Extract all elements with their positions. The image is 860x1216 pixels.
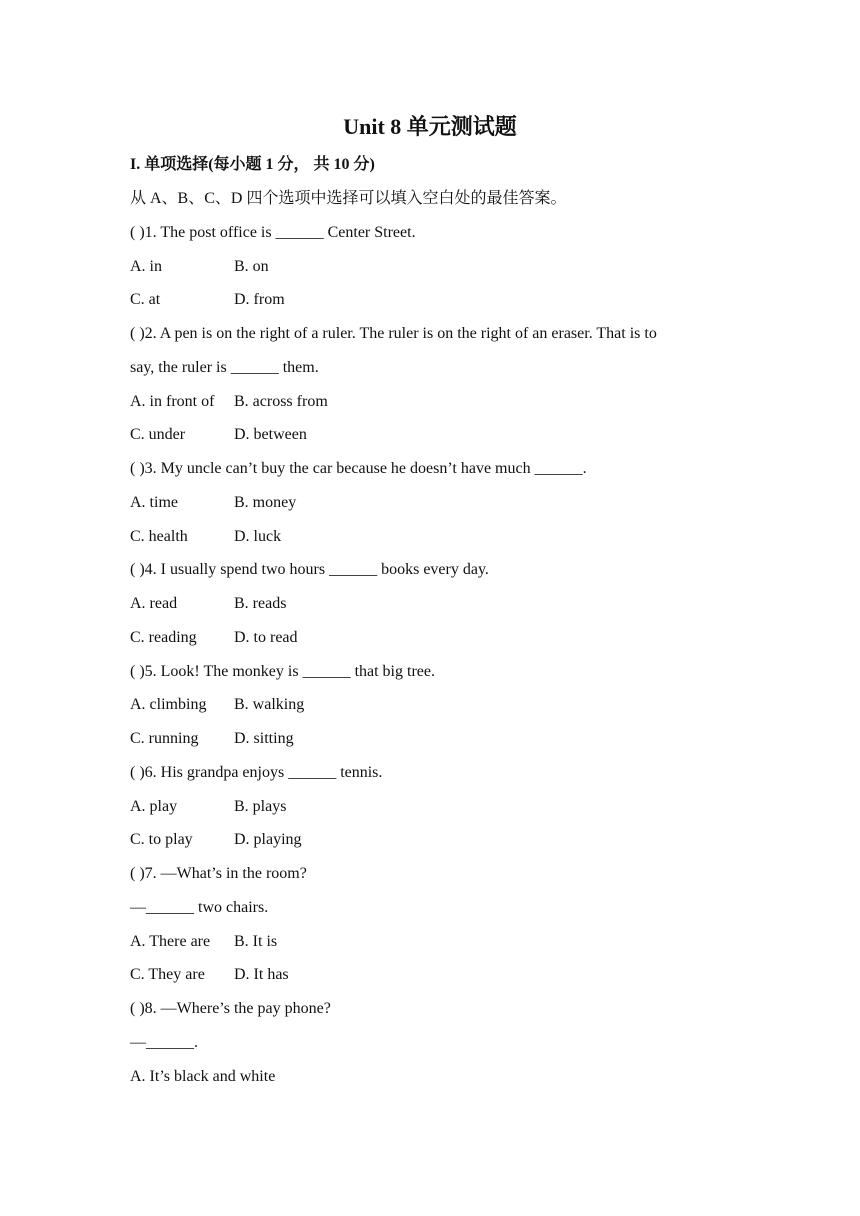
option-d: D. luck [234, 527, 282, 545]
question-stem: ( )5. Look! The monkey is ______ that big tree. [130, 662, 435, 680]
option-row [130, 727, 730, 761]
option-row [130, 525, 730, 559]
option-b: B. plays [234, 797, 287, 815]
question-stem: ( )3. My uncle can’t buy the car because he doesn’t have much ______. [130, 460, 587, 477]
option-row [130, 930, 730, 964]
option-row [130, 491, 730, 525]
option-b: B. It is [234, 932, 278, 950]
option-b: B. walking [234, 696, 305, 714]
section-heading: I. 单项选择(每小题 1 分， 共 10 分) [130, 156, 375, 173]
option-c: C. to play [130, 831, 193, 849]
option-row [130, 288, 730, 322]
option-row [130, 795, 730, 829]
option-c: C. reading [130, 628, 197, 646]
option-c: C. They are [130, 966, 205, 984]
question-stem: ( )1. The post office is ______ Center Street. [130, 223, 416, 241]
dialogue-reply: —______ two chairs. [130, 898, 269, 916]
question-stem-continued: say, the ruler is ______ them. [130, 358, 319, 376]
option-a: A. in [130, 257, 162, 275]
question-stem: ( )8. —Where’s the pay phone? [130, 1000, 331, 1017]
option-b: B. money [234, 493, 297, 511]
option-c: C. running [130, 730, 199, 747]
option-c: C. health [130, 527, 188, 545]
option-b: B. reads [234, 595, 287, 612]
option-row [130, 255, 730, 289]
option-d: D. sitting [234, 730, 294, 747]
option-c: C. under [130, 426, 186, 444]
question-stem: ( )4. I usually spend two hours ______ books every day. [130, 561, 489, 579]
option-row [130, 423, 730, 457]
option-a: A. in front of [130, 392, 215, 410]
option-a: A. There are [130, 932, 211, 950]
option-row [130, 592, 730, 626]
option-row [130, 390, 730, 424]
option-d: D. playing [234, 831, 302, 849]
dialogue-reply: —______. [130, 1033, 198, 1051]
option-a: A. read [130, 595, 178, 612]
option-b: B. across from [234, 392, 328, 410]
option-d: D. from [234, 291, 285, 309]
option-a: A. play [130, 797, 178, 815]
option-row [130, 693, 730, 727]
option-row [130, 626, 730, 660]
option-b: B. on [234, 257, 269, 275]
option-a: A. time [130, 493, 178, 511]
option-a: A. It’s black and white [130, 1067, 276, 1085]
option-c: C. at [130, 291, 161, 309]
section-instruction: 从 A、B、C、D 四个选项中选择可以填入空白处的最佳答案。 [130, 190, 567, 207]
option-row [130, 963, 730, 997]
option-d: D. to read [234, 628, 298, 646]
option-a: A. climbing [130, 696, 207, 714]
question-stem: ( )2. A pen is on the right of a ruler. The ruler is on the right of an eraser. That is to [130, 325, 657, 342]
page-title: Unit 8 单元测试题 [343, 114, 517, 139]
option-d: D. It has [234, 966, 289, 984]
option-row [130, 828, 730, 862]
question-list [130, 187, 730, 1098]
question-stem: ( )7. —What’s in the room? [130, 865, 307, 882]
option-d: D. between [234, 426, 307, 444]
question-stem: ( )6. His grandpa enjoys ______ tennis. [130, 763, 383, 781]
